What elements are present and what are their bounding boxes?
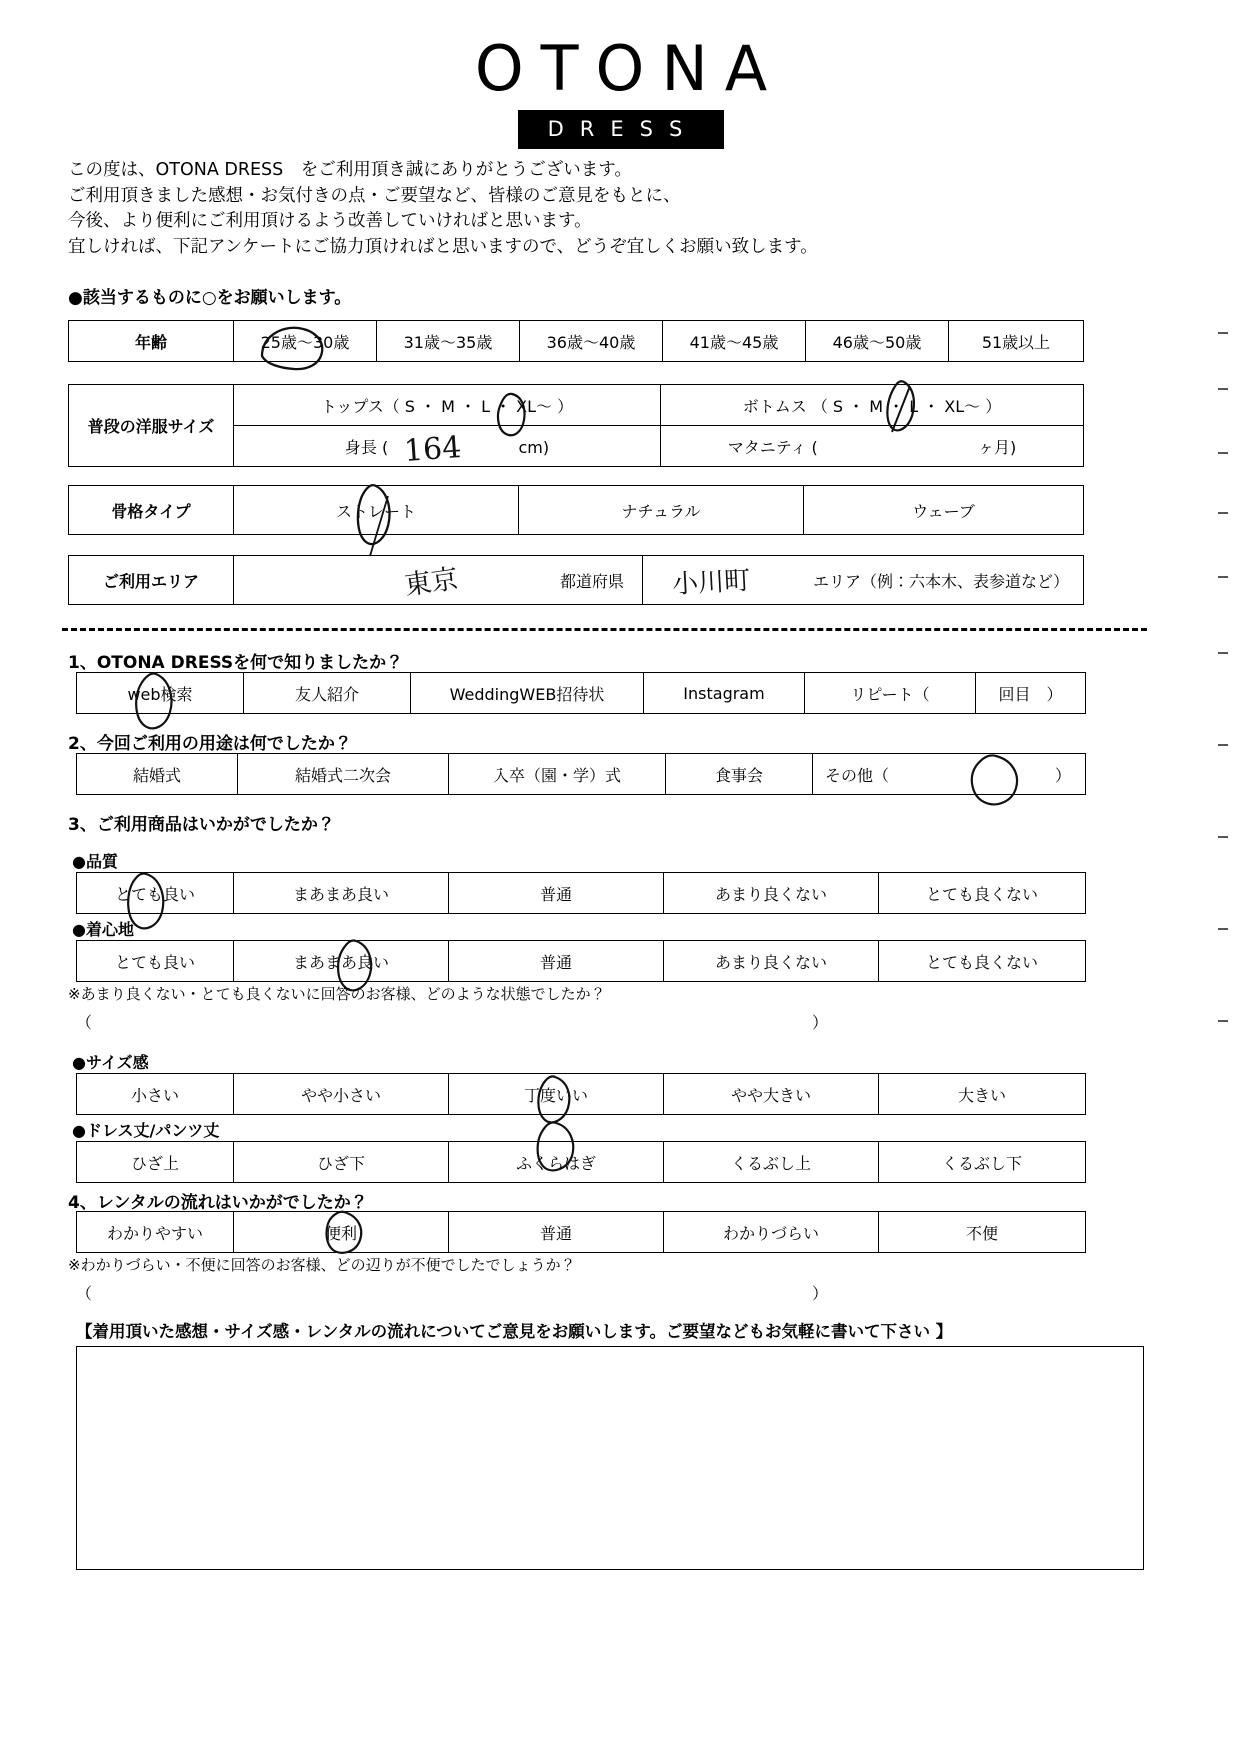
q3-length-option-0[interactable]: ひざ上: [77, 1142, 234, 1183]
area-row-label: ご利用エリア: [69, 556, 234, 605]
q3-comfort-table: [76, 940, 1086, 982]
q4-option-1[interactable]: 便利: [234, 1212, 449, 1253]
table-row: [69, 486, 1084, 535]
area-table: [68, 555, 1084, 605]
q1-option-0[interactable]: web検索: [77, 673, 244, 714]
q4-option-2[interactable]: 普通: [449, 1212, 664, 1253]
brand-logo: [0, 32, 1242, 149]
age-option-1[interactable]: 31歳〜35歳: [377, 321, 520, 362]
q2-option-2[interactable]: 入卒（園・学）式: [449, 754, 666, 795]
table-row: [77, 873, 1086, 914]
q3-comfort-option-0[interactable]: とても良い: [77, 941, 234, 982]
prefecture-handwritten-value: 東京: [402, 563, 461, 602]
q2-option-3[interactable]: 食事会: [666, 754, 813, 795]
intro-line-2: ご利用頂きました感想・お気付きの点・ご要望など、皆様のご意見をもとに、: [68, 185, 681, 206]
frame-type-option-0[interactable]: ストレート: [234, 486, 519, 535]
scan-artifact: [1218, 744, 1228, 746]
q3-comfort-option-4[interactable]: とても良くない: [879, 941, 1086, 982]
q1-option-1[interactable]: 友人紹介: [244, 673, 411, 714]
q1-option-5[interactable]: 回目 ）: [976, 673, 1086, 714]
bottoms-size-cell[interactable]: ボトムス （ S ・ M ・ L ・ XL〜 ）: [661, 385, 1084, 426]
frame-type-table: [68, 485, 1084, 535]
scan-artifact: [1218, 836, 1228, 838]
q1-option-3[interactable]: Instagram: [644, 673, 805, 714]
table-row: [77, 1074, 1086, 1115]
q3-fit-option-0[interactable]: 小さい: [77, 1074, 234, 1115]
q2-other-close: ）: [1054, 765, 1071, 785]
age-row-label: 年齢: [69, 321, 234, 362]
scan-artifact: [1218, 332, 1228, 334]
q4-option-4[interactable]: 不便: [879, 1212, 1086, 1253]
frame-type-row-label: 骨格タイプ: [69, 486, 234, 535]
height-label-right: cm): [518, 437, 550, 457]
scan-artifact: [1218, 576, 1228, 578]
height-handwritten-value: 164: [402, 430, 463, 469]
q3-fit-label: ●サイズ感: [72, 1053, 149, 1072]
q3-quality-table: [76, 872, 1086, 914]
q4-answer-open: （: [76, 1284, 93, 1303]
q3-length-option-1[interactable]: ひざ下: [234, 1142, 449, 1183]
q3-comfort-option-2[interactable]: 普通: [449, 941, 664, 982]
age-option-2[interactable]: 36歳〜40歳: [520, 321, 663, 362]
frame-type-option-2[interactable]: ウェーブ: [804, 486, 1084, 535]
q1-heading: 1、OTONA DRESSを何で知りましたか？: [68, 653, 404, 673]
area-handwritten-value: 小川町: [671, 565, 751, 601]
intro-paragraph: [68, 158, 1148, 260]
q4-option-3[interactable]: わかりづらい: [664, 1212, 879, 1253]
q3-length-table: [76, 1141, 1086, 1183]
q3-comfort-label: ●着心地: [72, 920, 134, 939]
q3-length-option-3[interactable]: くるぶし上: [664, 1142, 879, 1183]
age-option-4[interactable]: 46歳〜50歳: [806, 321, 949, 362]
maternity-label-left: マタニティ (: [727, 437, 818, 457]
tops-size-cell[interactable]: トップス（ S ・ M ・ L ・ XL〜 ）: [234, 385, 661, 426]
q3-fit-option-4[interactable]: 大きい: [879, 1074, 1086, 1115]
q3-length-option-4[interactable]: くるぶし下: [879, 1142, 1086, 1183]
age-option-3[interactable]: 41歳〜45歳: [663, 321, 806, 362]
q4-option-0[interactable]: わかりやすい: [77, 1212, 234, 1253]
q2-other-label: その他（: [825, 765, 890, 785]
q3-comfort-note: ※あまり良くない・とても良くないに回答のお客様、どのような状態でしたか？: [68, 985, 606, 1003]
q1-option-4[interactable]: リピート（: [805, 673, 976, 714]
q2-table: [76, 753, 1086, 795]
maternity-cell[interactable]: [661, 426, 1084, 467]
q2-heading: 2、今回ご利用の用途は何でしたか？: [68, 734, 352, 754]
q3-quality-label: ●品質: [72, 852, 118, 871]
prefecture-suffix-label: 都道府県: [559, 571, 624, 591]
q4-answer-close: ）: [812, 1284, 829, 1303]
table-row: [77, 941, 1086, 982]
q3-heading: 3、ご利用商品はいかがでしたか？: [68, 815, 335, 835]
intro-line-1: この度は、OTONA DRESS をご利用頂き誠にありがとうございます。: [68, 160, 632, 180]
q3-quality-option-3[interactable]: あまり良くない: [664, 873, 879, 914]
q2-option-0[interactable]: 結婚式: [77, 754, 238, 795]
q3-comfort-option-1[interactable]: まあまあ良い: [234, 941, 449, 982]
q3-fit-option-3[interactable]: やや大きい: [664, 1074, 879, 1115]
q3-comfort-option-3[interactable]: あまり良くない: [664, 941, 879, 982]
table-row: [69, 556, 1084, 605]
q3-quality-option-4[interactable]: とても良くない: [879, 873, 1086, 914]
frame-type-option-1[interactable]: ナチュラル: [519, 486, 804, 535]
logo-subwordmark: DRESS: [518, 110, 725, 149]
table-row: [77, 1212, 1086, 1253]
q3-fit-option-2[interactable]: 丁度いい: [449, 1074, 664, 1115]
free-comment-heading: 【着用頂いた感想・サイズ感・レンタルの流れについてご意見をお願いします。ご要望などもお気軽に書いて下さい 】: [76, 1322, 953, 1341]
table-row: [69, 385, 1084, 426]
area-hint-label: エリア（例：六本木、表参道など）: [812, 571, 1069, 591]
q3-fit-table: [76, 1073, 1086, 1115]
q3-quality-option-2[interactable]: 普通: [449, 873, 664, 914]
table-row: [69, 321, 1084, 362]
q1-table: [76, 672, 1086, 714]
maternity-label-right: ヶ月): [978, 437, 1017, 457]
scan-artifact: [1218, 928, 1228, 930]
scan-artifact: [1218, 652, 1228, 654]
age-option-5[interactable]: 51歳以上: [949, 321, 1084, 362]
table-row: [77, 1142, 1086, 1183]
intro-line-3: 今後、より便利にご利用頂けるよう改善していければと思います。: [68, 211, 592, 231]
scan-artifact: [1218, 512, 1228, 514]
q4-heading: 4、レンタルの流れはいかがでしたか？: [68, 1193, 368, 1213]
age-option-0[interactable]: 25歳〜30歳: [234, 321, 377, 362]
scan-artifact: [1218, 1020, 1228, 1022]
q3-length-label: ●ドレス丈/パンツ丈: [72, 1121, 220, 1140]
q3-quality-option-0[interactable]: とても良い: [77, 873, 234, 914]
free-comment-box[interactable]: [76, 1346, 1144, 1570]
age-table: [68, 320, 1084, 362]
table-row: [77, 754, 1086, 795]
table-row: [77, 673, 1086, 714]
clothes-size-table: [68, 384, 1084, 467]
q1-option-2[interactable]: WeddingWEB招待状: [411, 673, 644, 714]
profile-instruction: ●該当するものに○をお願いします。: [68, 288, 352, 308]
q3-length-option-2[interactable]: ふくらはぎ: [449, 1142, 664, 1183]
scan-artifact: [1218, 452, 1228, 454]
logo-wordmark: OTONA: [474, 32, 785, 105]
q2-option-4[interactable]: [813, 754, 1086, 795]
q4-table: [76, 1211, 1086, 1253]
scan-artifact: [1218, 388, 1228, 390]
q3-comfort-answer-open: （: [76, 1013, 93, 1032]
q4-note: ※わかりづらい・不便に回答のお客様、どの辺りが不便でしたでしょうか？: [68, 1256, 576, 1274]
q3-comfort-answer-close: ）: [812, 1013, 829, 1032]
q3-fit-option-1[interactable]: やや小さい: [234, 1074, 449, 1115]
q3-quality-option-1[interactable]: まあまあ良い: [234, 873, 449, 914]
section-divider: [62, 628, 1147, 631]
height-label-left: 身長 (: [344, 437, 389, 457]
intro-line-4: 宜しければ、下記アンケートにご協力頂ければと思いますので、どうぞ宜しくお願い致します。: [68, 236, 818, 257]
q2-option-1[interactable]: 結婚式二次会: [238, 754, 449, 795]
clothes-size-row-label: 普段の洋服サイズ: [69, 385, 234, 467]
